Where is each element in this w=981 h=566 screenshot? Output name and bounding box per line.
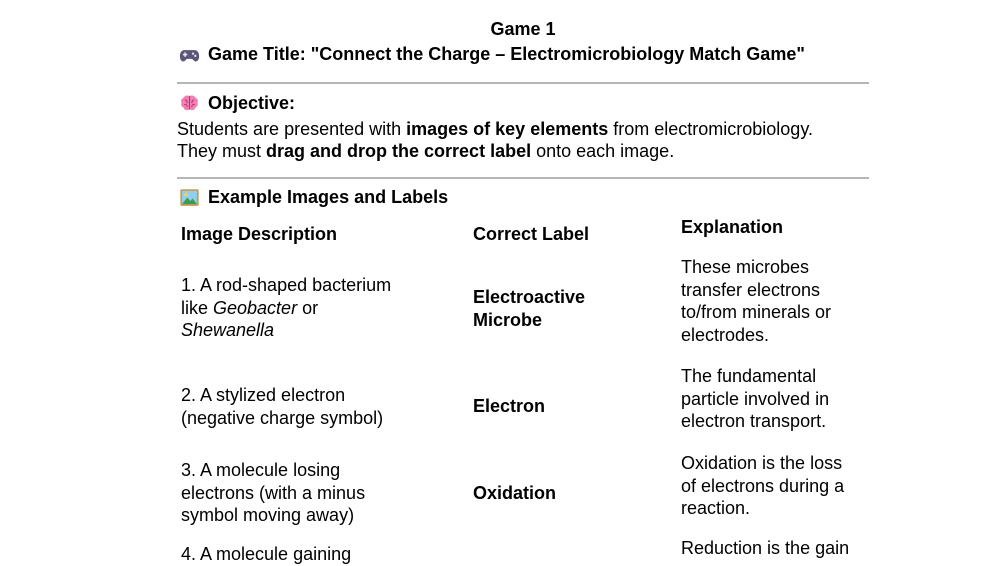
objective-bold-text: images of key elements (406, 119, 609, 139)
row-3-explanation (681, 452, 844, 520)
game-number-heading: Game 1 (490, 19, 556, 39)
organism-name: Shewanella (181, 320, 275, 340)
framed-picture-icon (179, 187, 200, 208)
game-controller-icon (179, 44, 200, 65)
label-line: Electroactive (473, 287, 586, 307)
objective-line-1 (177, 118, 813, 140)
objective-text: onto each image. (531, 141, 675, 161)
explanation-line: to/from minerals or (681, 302, 832, 322)
game-title (179, 44, 805, 65)
objective-heading (179, 93, 295, 114)
divider (177, 82, 869, 84)
examples-heading (179, 187, 448, 208)
explanation-line: Oxidation is the loss (681, 453, 843, 473)
description-line: electrons (with a minus (181, 482, 366, 503)
label-line: Electron (473, 396, 546, 416)
explanation-line: These microbes (681, 257, 810, 277)
objective-bold-text: drag and drop the correct label (266, 141, 532, 161)
objective-text: They must (177, 141, 267, 161)
row-2-description (181, 384, 383, 429)
column-header-image-description: Image Description (181, 224, 338, 244)
explanation-line: Reduction is the gain (681, 538, 850, 558)
column-header-correct-label: Correct Label (473, 224, 590, 244)
column-header-explanation: Explanation (681, 217, 784, 237)
objective-text: from electromicrobiology. (608, 119, 813, 139)
game-title-text: Game Title: "Connect the Charge – Electromicrobiology Match Game" (208, 44, 805, 64)
row-3-label (473, 482, 556, 505)
label-line: Oxidation (473, 483, 557, 503)
description-line: 2. A stylized electron (181, 385, 346, 405)
objective-line-2 (177, 140, 674, 162)
description-line: 4. A molecule gaining (181, 544, 352, 564)
explanation-line: reaction. (681, 498, 751, 518)
explanation-line: particle involved in (681, 388, 830, 409)
organism-name: Geobacter (213, 297, 298, 318)
explanation-line: The fundamental (681, 366, 817, 386)
description-line: 3. A molecule losing (181, 460, 341, 480)
description-line (181, 297, 391, 320)
explanation-line: of electrons during a (681, 475, 845, 496)
row-1-label (473, 286, 585, 331)
row-2-explanation (681, 365, 829, 433)
row-4-description (181, 543, 351, 566)
objective-heading-text: Objective: (208, 93, 296, 113)
explanation-line: electrodes. (681, 324, 770, 345)
divider (177, 177, 869, 179)
description-line: 1. A rod-shaped bacterium (181, 275, 392, 295)
brain-icon (179, 93, 200, 114)
row-1-explanation (681, 256, 831, 346)
examples-heading-text: Example Images and Labels (208, 187, 449, 207)
label-line: Microbe (473, 309, 543, 330)
explanation-line: electron transport. (681, 411, 827, 431)
row-3-description (181, 459, 365, 527)
description-text: like (181, 297, 214, 318)
row-1-description (181, 274, 391, 342)
objective-text: Students are presented with (177, 119, 407, 139)
row-2-label (473, 395, 545, 418)
description-text: or (297, 297, 319, 318)
row-4-explanation (681, 537, 849, 560)
description-line: symbol moving away) (181, 505, 355, 525)
explanation-line: transfer electrons (681, 279, 821, 300)
description-line (181, 319, 391, 342)
description-line: (negative charge symbol) (181, 407, 384, 428)
